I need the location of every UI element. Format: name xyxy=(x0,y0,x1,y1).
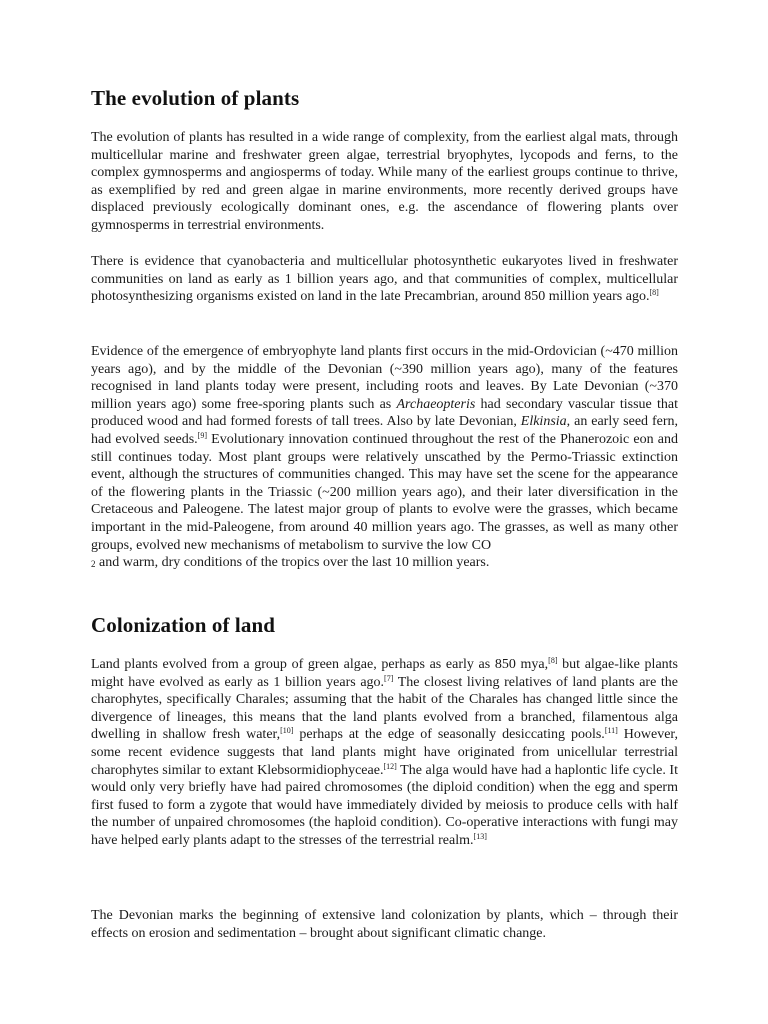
paragraph xyxy=(91,343,678,572)
citation-ref[interactable]: [12] xyxy=(383,761,397,771)
paragraph-text: However, some recent evidence suggests that land plants might have originated from unicellular terrestrial charophytes similar to extant Klebsormidiophyceae. xyxy=(91,727,679,778)
italic-term: Elkinsia xyxy=(520,414,567,430)
citation-ref[interactable]: [9] xyxy=(197,430,207,440)
paragraph-text: The closest living relatives of land plants are the charophytes, specifically Charales; assuming that the habit of the Charales has changed little since the divergence of lineages, this means that the land plants evolved from a branched, filamentous alga dwelling in shallow fresh water, xyxy=(91,674,678,743)
italic-term: Archaeopteris xyxy=(396,396,476,412)
paragraph xyxy=(91,253,678,306)
paragraph-text: but algae-like plants might have evolved as early as 1 billion years ago. xyxy=(91,657,678,690)
paragraph-text: There is evidence that cyanobacteria and multicellular photosynthetic eukaryotes lived in freshwater communities on land as early as 1 billion years ago, and that communities of complex, multicellular photosynthesizing organisms existed on land in the late Precambrian, around 850 million years ago. xyxy=(91,254,678,305)
paragraph-text: , an early seed fern, had evolved seeds. xyxy=(91,414,679,447)
paragraph xyxy=(91,656,678,850)
paragraph-text: Evidence of the emergence of embryophyte land plants first occurs in the mid-Ordovician (~470 million years ago), and by the middle of the Devonian (~390 million years ago), many of the features recognised in land plants today were present, including roots and leaves. By Late Devonian (~370 million years ago) some free-sporing plants such as xyxy=(91,344,678,412)
paragraph-text: Evolutionary innovation continued throughout the rest of the Phanerozoic eon and still continues today. Most plant groups were relatively unscathed by the Permo-Triassic extinction event, although the structures of communities changed. This may have set the scene for the appearance of the flowering plants in the Triassic (~200 million years ago), and their later diversification in the Cretaceous and Paleogene. The latest major group of plants to evolve were the grasses, which became important in the mid-Paleogene, from around 40 million years ago. The grasses, as well as many other groups, evolved new mechanisms of metabolism to survive the low CO xyxy=(91,431,678,553)
paragraph-text: The alga would have had a haplontic life cycle. It would only very briefly have had paired chromosomes (the diploid condition) when the egg and sperm first fused to form a zygote that would have immediately divided by meiosis to produce cells with half the number of unpaired chromosomes (the haploid condition). Co-operative interactions with fungi may have helped early plants adapt to the stresses of the terrestrial realm. xyxy=(91,762,678,848)
paragraph: The evolution of plants has resulted in a wide range of complexity, from the earliest algal mats, through multicellular marine and freshwater green algae, terrestrial bryophytes, lycopods and ferns, to the complex gymnosperms and angiosperms of today. While many of the earliest groups continue to thrive, as exemplified by red and green algae in marine environments, more recently derived groups have displaced previously ecologically dominant ones, e.g. the ascendance of flowering plants over gymnosperms in terrestrial environments. xyxy=(91,130,678,233)
citation-ref[interactable]: [13] xyxy=(473,831,487,841)
citation-ref[interactable]: [10] xyxy=(280,726,294,736)
citation-ref[interactable]: [7] xyxy=(384,673,394,683)
citation-ref[interactable]: [8] xyxy=(548,656,558,665)
paragraph-text: Land plants evolved from a group of green algae, perhaps as early as 850 mya, xyxy=(91,657,549,672)
citation-ref[interactable]: [11] xyxy=(604,726,618,736)
paragraph: The Devonian marks the beginning of extensive land colonization by plants, which – through their effects on erosion and sedimentation – brought about significant climatic change. xyxy=(91,908,678,941)
section-heading-evolution: The evolution of plants xyxy=(91,86,300,110)
section-heading-colonization: Colonization of land xyxy=(91,613,276,637)
citation-ref[interactable]: [8] xyxy=(649,288,659,298)
paragraph-text: and warm, dry conditions of the tropics over the last 10 million years. xyxy=(95,555,490,571)
paragraph-text: had secondary vascular tissue that produced wood and had formed forests of tall trees. Also by late Devonian, xyxy=(91,396,678,430)
paragraph-text: perhaps at the edge of seasonally desiccating pools. xyxy=(293,727,605,743)
subscript: 2 xyxy=(91,559,96,570)
